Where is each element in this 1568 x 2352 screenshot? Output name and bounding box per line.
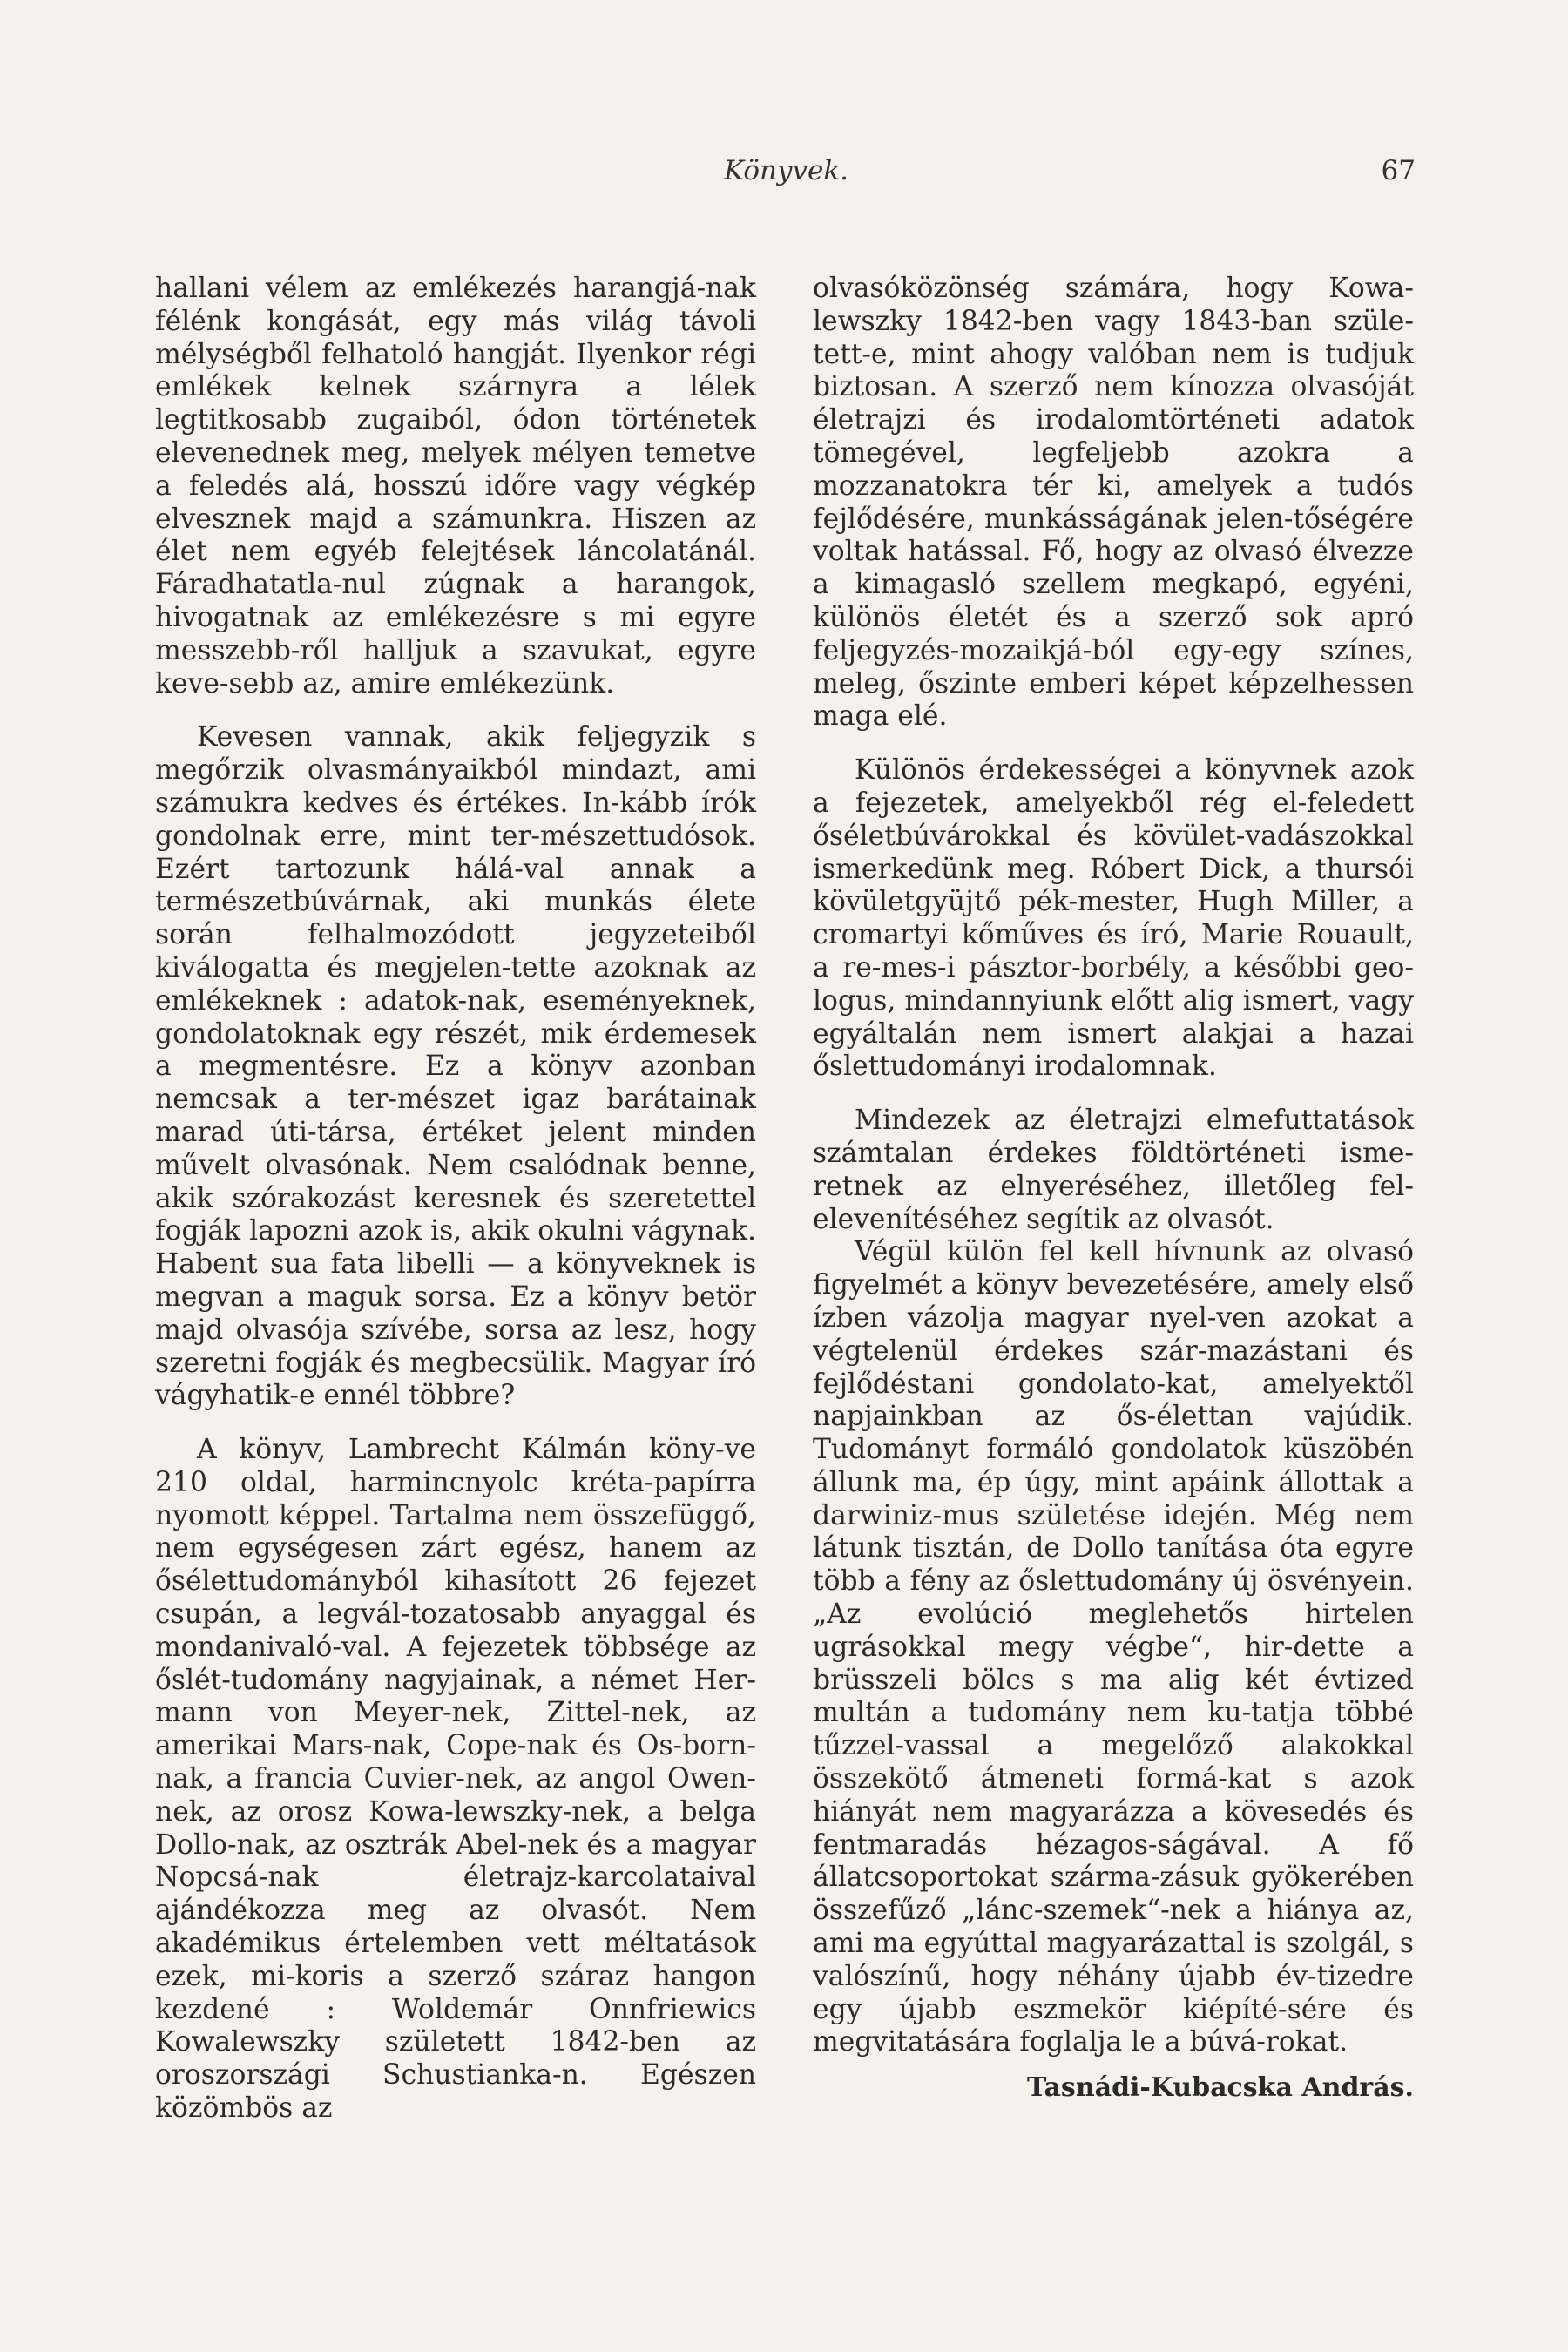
left-column	[155, 273, 756, 2126]
paragraph: Mindezek az életrajzi elmefuttatások számtalan érdekes földtörténeti isme-retnek az elnyeréséhez, illetőleg fel-elevenítéséhez segítik az olvasót.	[813, 1105, 1414, 1235]
paragraph: Végül külön fel kell hívnunk az olvasó figyelmét a könyv bevezetésére, amely első ízben vázolja magyar nyel-ven azokat a végtelenül érdekes szár-mazástani és fejlődéstani gondolato-kat, amelyektől napjainkban az ős-élettan vajúdik. Tudományt formáló gondolatok küszöbén állunk ma, ép úgy, mint apáink állottak a darwiniz-mus születése idején. Még nem látunk tisztán, de Dollo tanítása óta egyre több a fény az őslettudomány új ösvényein. „Az evolúció meglehetős hirtelen ugrásokkal megy végbe“, hir-dette a brüsszeli bölcs s ma alig két évtized multán a tudomány nem ku-tatja többé tűzzel-vassal a megelőző alakokkal összekötő átmeneti formá-kat s azok hiányát nem magyarázza a kövesedés és fentmaradás hézagos-ságával. A fő állatcsoportokat szárma-zásuk gyökerében összefűző „lánc-szemek“-nek a hiánya az, ami ma egyúttal magyarázattal is szolgál, s valószínű, hogy néhány újabb év-tizedre egy újabb eszmekör kiépíté-sére és megvitatására foglalja le a búvá-rokat.	[813, 1236, 1414, 2058]
paragraph: hallani vélem az emlékezés harangjá-nak félénk kongását, egy más világ távoli mélységből felhatoló hangját. Ilyenkor régi emlékek kelnek szárnyra a lélek legtitkosabb zugaiból, ódon történetek elevenednek meg, melyek mélyen temetve a feledés alá, hosszú időre vagy végkép elvesznek majd a számunkra. Hiszen az élet nem egyéb felejtések láncolatánál. Fáradhatatla-nul zúgnak a harangok, hivogatnak az emlékezésre s mi egyre messzebb-ről halljuk a szavukat, egyre keve-sebb az, amire emlékezünk.	[155, 273, 756, 700]
page-header	[157, 155, 1416, 199]
author-signature: Tasnádi-Kubacska András.	[1027, 2072, 1414, 2104]
paragraph: Különös érdekességei a könyvnek azok a fejezetek, amelyekből rég el-feledett őséletbúvárokkal és kövület-vadászokkal ismerkedünk meg. Róbert Dick, a thursói kövületgyüjtő pék-mester, Hugh Miller, a cromartyi kőműves és író, Marie Rouault, a re-mes-i pásztor-borbély, a későbbi geo-logus, mindannyiunk előtt alig ismert, vagy egyáltalán nem ismert alakjai a hazai őslettudományi irodalomnak.	[813, 754, 1414, 1083]
paragraph: A könyv, Lambrecht Kálmán köny-ve 210 oldal, harmincnyolc kréta-papírra nyomott képpel. Tartalma nem összefüggő, nem egységesen zárt egész, hanem az ősélettudományból kihasított 26 fejezet csupán, a legvál-tozatosabb anyaggal és mondanivaló-val. A fejezetek többsége az őslét-tudomány nagyjainak, a német Her-mann von Meyer-nek, Zittel-nek, az amerikai Mars-nak, Cope-nak és Os-born-nak, a francia Cuvier-nek, az angol Owen-nek, az orosz Kowa-lewszky-nek, a belga Dollo-nak, az osztrák Abel-nek és a magyar Nopcsá-nak életrajz-karcolataival ajándékozza meg az olvasót. Nem akadémikus értelemben vett méltatások ezek, mi-koris a szerző száraz hangon kezdené : Woldemár Onnfriewics Kowalewszky született 1842-ben az oroszországi Schustianka-n. Egészen közömbös az	[155, 1434, 756, 2125]
right-column	[813, 273, 1414, 2105]
running-head: Könyvek.	[724, 155, 848, 186]
page-number: 67	[1381, 155, 1416, 186]
paragraph: olvasóközönség számára, hogy Kowa-lewszky 1842-ben vagy 1843-ban szüle-tett-e, mint ahogy valóban nem is tudjuk biztosan. A szerző nem kínozza olvasóját életrajzi és irodalomtörténeti adatok tömegével, legfeljebb azokra a mozzanatokra tér ki, amelyek a tudós fejlődésére, munkásságának jelen-tőségére voltak hatással. Fő, hogy az olvasó élvezze a kimagasló szellem megkapó, egyéni, különös életét és a szerző sok apró feljegyzés-mozaikjá-ból egy-egy színes, meleg, őszinte emberi képet képzelhessen maga elé.	[813, 273, 1414, 733]
paragraph: Kevesen vannak, akik feljegyzik s megőrzik olvasmányaikból mindazt, ami számukra kedves és értékes. In-kább írók gondolnak erre, mint ter-mészettudósok. Ezért tartozunk hálá-val annak a természetbúvárnak, aki munkás élete során felhalmozódott jegyzeteiből kiválogatta és megjelen-tette azoknak az emlékeknek : adatok-nak, eseményeknek, gondolatoknak egy részét, mik érdemesek a megmentésre. Ez a könyv azonban nemcsak a ter-mészet igaz barátainak marad úti-társa, értéket jelent minden művelt olvasónak. Nem csalódnak benne, akik szórakozást keresnek és szeretettel fogják lapozni azok is, akik okulni vágynak. Habent sua fata libelli — a könyveknek is megvan a maguk sorsa. Ez a könyv betör majd olvasója szívébe, sorsa az lesz, hogy szeretni fogják és megbecsülik. Magyar író vágyhatik-e ennél többre?	[155, 721, 756, 1412]
